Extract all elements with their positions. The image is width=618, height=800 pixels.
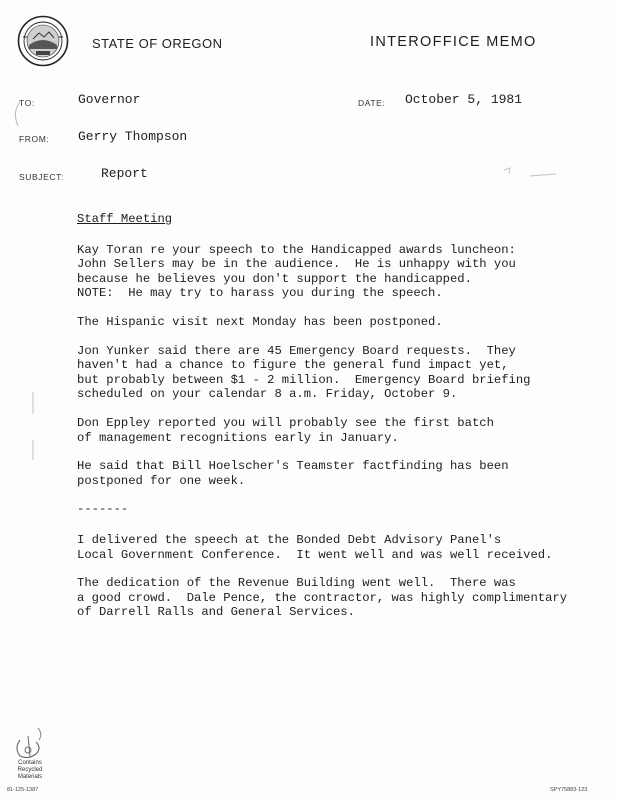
paragraph: I delivered the speech at the Bonded Debt Advisory Panel's Local Government Conference. It went well and was well received. xyxy=(77,532,553,562)
memo-body xyxy=(77,212,607,634)
scan-mark-icon xyxy=(28,390,38,470)
subject-value: Report xyxy=(101,166,148,181)
recycled-logo-icon xyxy=(10,726,50,762)
from-value: Gerry Thompson xyxy=(78,129,188,144)
scan-mark-icon xyxy=(6,100,26,130)
form-number: 81-125-1387 xyxy=(7,787,39,793)
document-id: SPY75883-123 xyxy=(550,787,588,793)
from-label: FROM: xyxy=(19,134,50,144)
date-value: October 5, 1981 xyxy=(405,92,523,107)
paragraph: The dedication of the Revenue Building went well. There was a good crowd. Dale Pence, the contractor, was highly complimentary of Darrell Ralls and General Services. xyxy=(77,576,568,620)
paragraph: Kay Toran re your speech to the Handicapped awards luncheon: John Sellers may be in the audience. He is unhappy with you because he believes you don't support the handicapped. NOTE: He may try to harass you during the speech. xyxy=(77,242,516,301)
separator-line: ------- xyxy=(77,502,129,517)
recycled-note: Contains Recycled Materials xyxy=(17,760,43,780)
paragraph: Jon Yunker said there are 45 Emergency Board requests. They haven't had a chance to figure the general fund impact yet, but probably between $1 - 2 million. Emergency Board briefing scheduled on your calendar 8 a.m. Friday, October 9. xyxy=(77,343,531,402)
memo-type-title: INTEROFFICE MEMO xyxy=(370,34,537,50)
paragraph: He said that Bill Hoelscher's Teamster factfinding has been postponed for one week. xyxy=(77,459,509,488)
to-value: Governor xyxy=(78,92,141,107)
paragraph: Don Eppley reported you will probably see the first batch of management recognitions early in January. xyxy=(77,415,494,445)
paragraph: The Hispanic visit next Monday has been postponed. xyxy=(77,314,443,329)
section-heading: Staff Meeting xyxy=(77,212,173,226)
date-label: DATE: xyxy=(358,98,386,108)
agency-name: STATE OF OREGON xyxy=(92,36,223,51)
scan-mark-icon xyxy=(500,162,560,182)
subject-label: SUBJECT: xyxy=(19,172,64,182)
state-seal-icon xyxy=(17,15,69,67)
to-label: TO: xyxy=(19,98,35,108)
